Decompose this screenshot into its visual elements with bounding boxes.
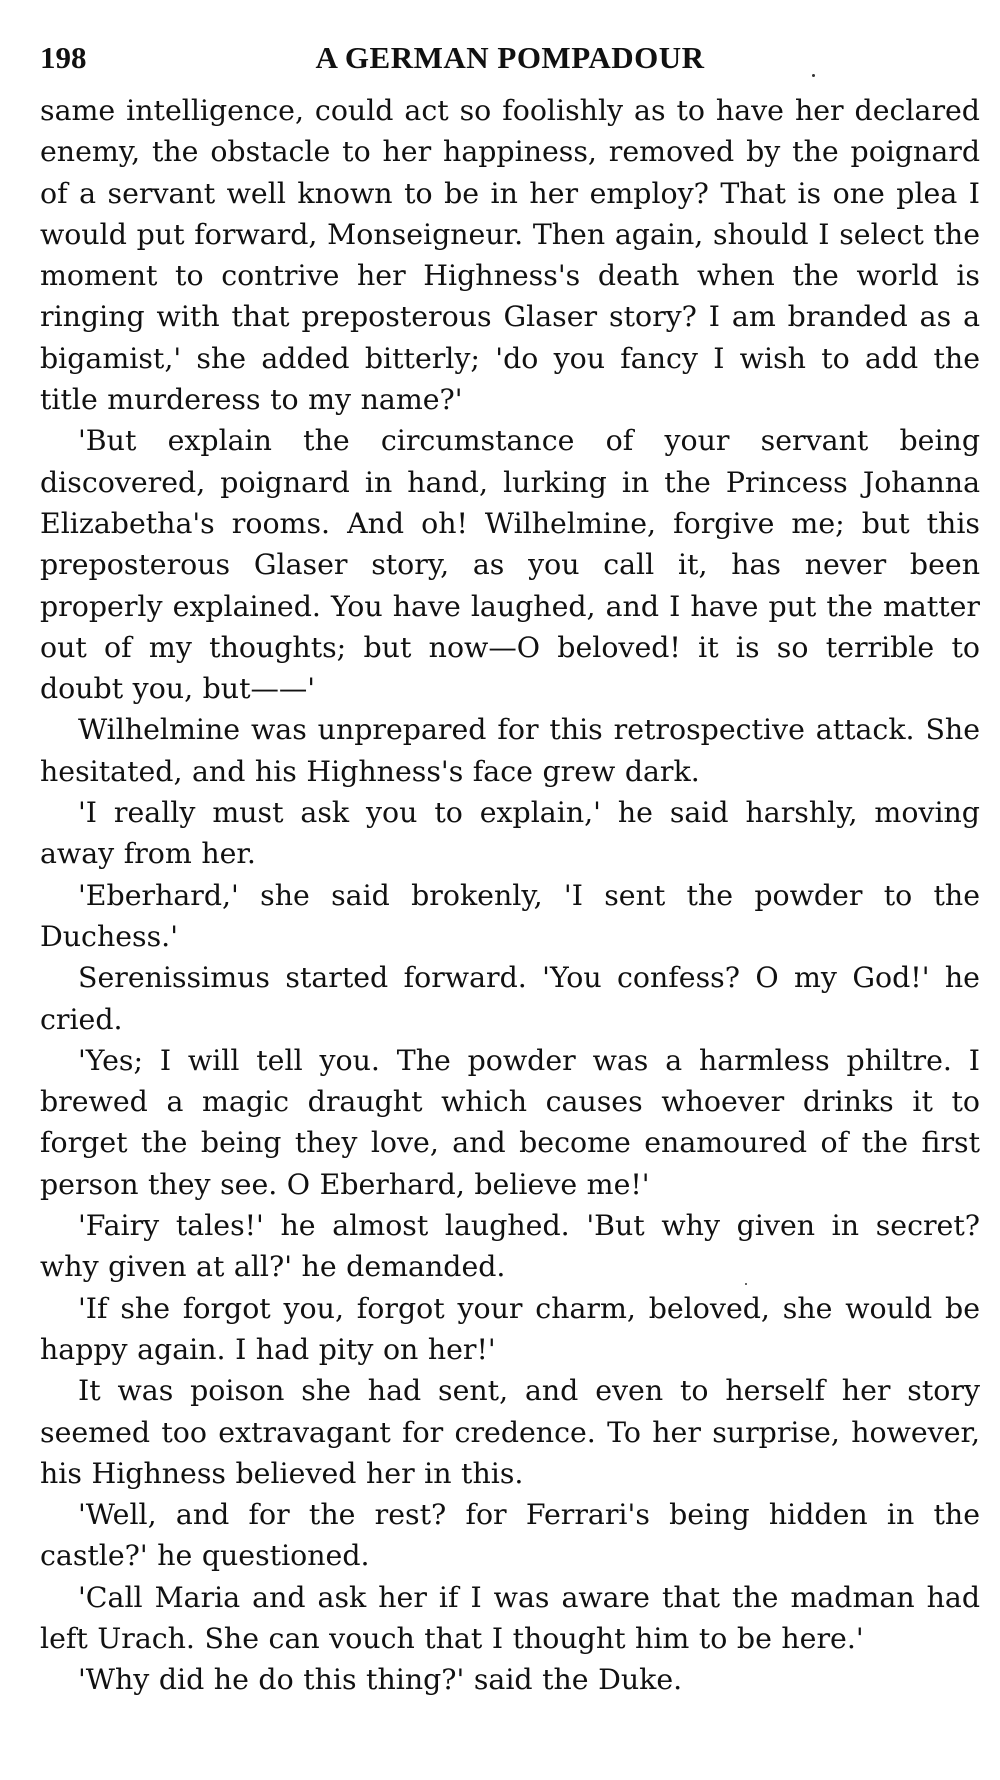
print-speck <box>812 74 815 77</box>
book-title: A GERMAN POMPADOUR <box>315 40 705 75</box>
paragraph: 'If she forgot you, forgot your charm, beloved, she would be happy again. I had pity on her!' <box>40 1291 980 1366</box>
paragraph: Wilhelmine was unprepared for this retrospective attack. She hesitated, and his Highness's face grew dark. <box>40 713 980 788</box>
paragraph: 'But explain the circumstance of your servant being discovered, poignard in hand, lurking in the Princess Johanna Elizabetha's rooms. And oh! Wilhelmine, forgive me; but this preposterous Glaser story, as you call it, has never been properly explained. You have laughed, and I have put the matter out of my thoughts; but now—O beloved! it is so terrible to doubt you, but——' <box>40 424 980 706</box>
paragraph-continued: same intelligence, could act so foolishly as to have her declared enemy, the obstacle to her happiness, removed by the poignard of a servant well known to be in her employ? That is one plea I would put forward, Monseigneur. Then again, should I select the moment to contrive her Highness's death when the world is ringing with that preposterous Glaser story? I am branded as a bigamist,' she added bitterly; 'do you fancy I wish to add the title murderess to my name?' <box>40 94 980 417</box>
paragraph: 'Why did he do this thing?' said the Duke. <box>78 1663 683 1697</box>
page-number: 198 <box>40 40 87 75</box>
paragraph: 'Well, and for the rest? for Ferrari's being hidden in the castle?' he questioned. <box>40 1498 980 1573</box>
print-speck <box>745 1283 747 1285</box>
paragraph: 'Eberhard,' she said brokenly, 'I sent the powder to the Duchess.' <box>40 878 980 953</box>
paragraph: 'I really must ask you to explain,' he said harshly, moving away from her. <box>40 796 980 871</box>
paragraph: 'Yes; I will tell you. The powder was a harmless philtre. I brewed a magic draught which causes whoever drinks it to forget the being they love, and become enamoured of the first person they see. O Eberhard, believe me!' <box>40 1043 980 1201</box>
running-head <box>40 30 980 86</box>
book-page <box>40 30 980 1701</box>
paragraph: 'Fairy tales!' he almost laughed. 'But why given in secret? why given at all?' he demanded. <box>40 1209 980 1284</box>
paragraph: It was poison she had sent, and even to herself her story seemed too extravagant for credence. To her surprise, however, his Highness believed her in this. <box>40 1374 980 1490</box>
paragraph: Serenissimus started forward. 'You confess? O my God!' he cried. <box>40 961 980 1036</box>
body-text <box>40 90 980 1701</box>
paragraph: 'Call Maria and ask her if I was aware that the madman had left Urach. She can vouch that I thought him to be here.' <box>40 1580 980 1655</box>
